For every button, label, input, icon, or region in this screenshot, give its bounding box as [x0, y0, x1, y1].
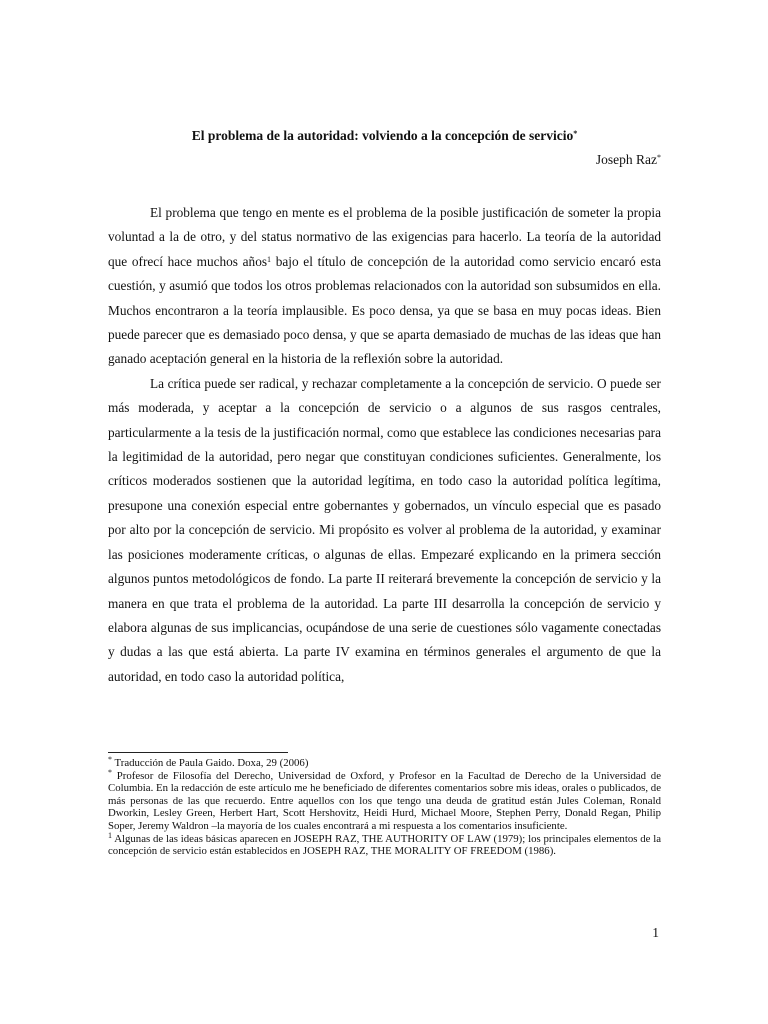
body-text — [108, 201, 661, 689]
footnotes — [108, 757, 661, 858]
author-name — [596, 151, 661, 169]
footnote-translation-text: Traducción de Paula Gaido. Doxa, 29 (2006) — [112, 757, 309, 769]
page-title — [108, 127, 661, 145]
footnote-1-marker: 1 — [108, 830, 112, 840]
paragraph-1 — [108, 201, 661, 372]
title-text: El problema de la autoridad: volviendo a la concepción de servicio — [191, 128, 574, 143]
footnote-reference-1: 1 — [267, 254, 272, 264]
footnote-author — [108, 767, 661, 833]
page-number: 1 — [652, 925, 659, 940]
author-footnote-marker: * — [657, 153, 661, 162]
author-text: Joseph Raz — [595, 152, 657, 167]
footnote-1 — [108, 830, 661, 858]
footnote-1-text: Algunas de las ideas básicas aparecen en JOSEPH RAZ, THE AUTHORITY OF LAW (1979); los principales elementos de la concepción de servicio están establecidos en JOSEPH RAZ, THE MORALITY OF FREEDOM (1986). — [108, 832, 661, 858]
paragraph-2: La crítica puede ser radical, y rechazar completamente a la concepción de servicio. O puede ser más moderada, y aceptar a la concepción de servicio o a algunos de sus rasgos centrales, particularmente a la tesis de la justificación normal, como que establece las condiciones necesarias para la legitimidad de la autoridad, pero negar que constituyan condiciones suficientes. Generalmente, los críticos moderados sostienen que la autoridad legítima, en todo caso la autoridad política legítima, presupone una conexión especial entre gobernantes y gobernados, un vínculo especial que es pasado por alto por la concepción de servicio. Mi propósito es volver al problema de la autoridad, y examinar las posiciones moderamente críticas, o algunas de ellas. Empezaré explicando en la primera sección algunos puntos metodológicos de fondo. La parte II reiterará brevemente la concepción de servicio y la manera en que trata el problema de la autoridad. La parte III desarrolla la concepción de servicio y elabora algunas de sus implicancias, ocupándose de una serie de cuestiones sólo vagamente conectadas y dudas a las que está abierta. La parte IV examina en términos generales el argumento de que la autoridad, en todo caso la autoridad política, — [108, 375, 661, 684]
paragraph-1-part-a: El problema que tengo en mente es el problema de la posible justificación de someter la propia voluntad a la de otro, y del status normativo de las exigencias para hacerlo. La teoría de la autoridad que ofrecí hace muchos años — [108, 205, 661, 269]
footnote-translation-marker: * — [108, 755, 112, 764]
footnote-translation — [108, 757, 661, 770]
footnote-author-text: Profesor de Filosofía del Derecho, Universidad de Oxford, y Profesor en la Facultad de Derecho de la Universidad de Columbia. En la redacción de este artículo me he beneficiado de diferentes comentarios sobre mis ideas, orales o publicados, de más personas de las que recuerdo. Entre aquellos con los que tengo una deuda de gratitud están Jules Coleman, Ronald Dworkin, Lesley Green, Herbert Hart, Scott Hershovitz, Heidi Hurd, Michael Moore, Stephen Perry, Donald Regan, Philip Soper, Jeremy Waldron –la mayoría de los cuales encontrará a mi respuesta a los comentarios insuficiente. — [108, 769, 661, 832]
title-footnote-marker: * — [573, 129, 578, 138]
footnote-separator — [108, 752, 288, 753]
paragraph-1-part-b: bajo el título de concepción de la autoridad como servicio encaró esta cuestión, y asumió que todos los otros problemas relacionados con la autoridad son subsumidos en ella. Muchos encontraron a la teoría implausible. Es poco densa, ya que se basa en muy pocas ideas. Bien puede parecer que es demasiado poco densa, y que se aparta demasiado de muchas de las ideas que han ganado aceptación general en la historia de la reflexión sobre la autoridad. — [108, 253, 661, 367]
footnote-author-marker: * — [108, 767, 112, 777]
